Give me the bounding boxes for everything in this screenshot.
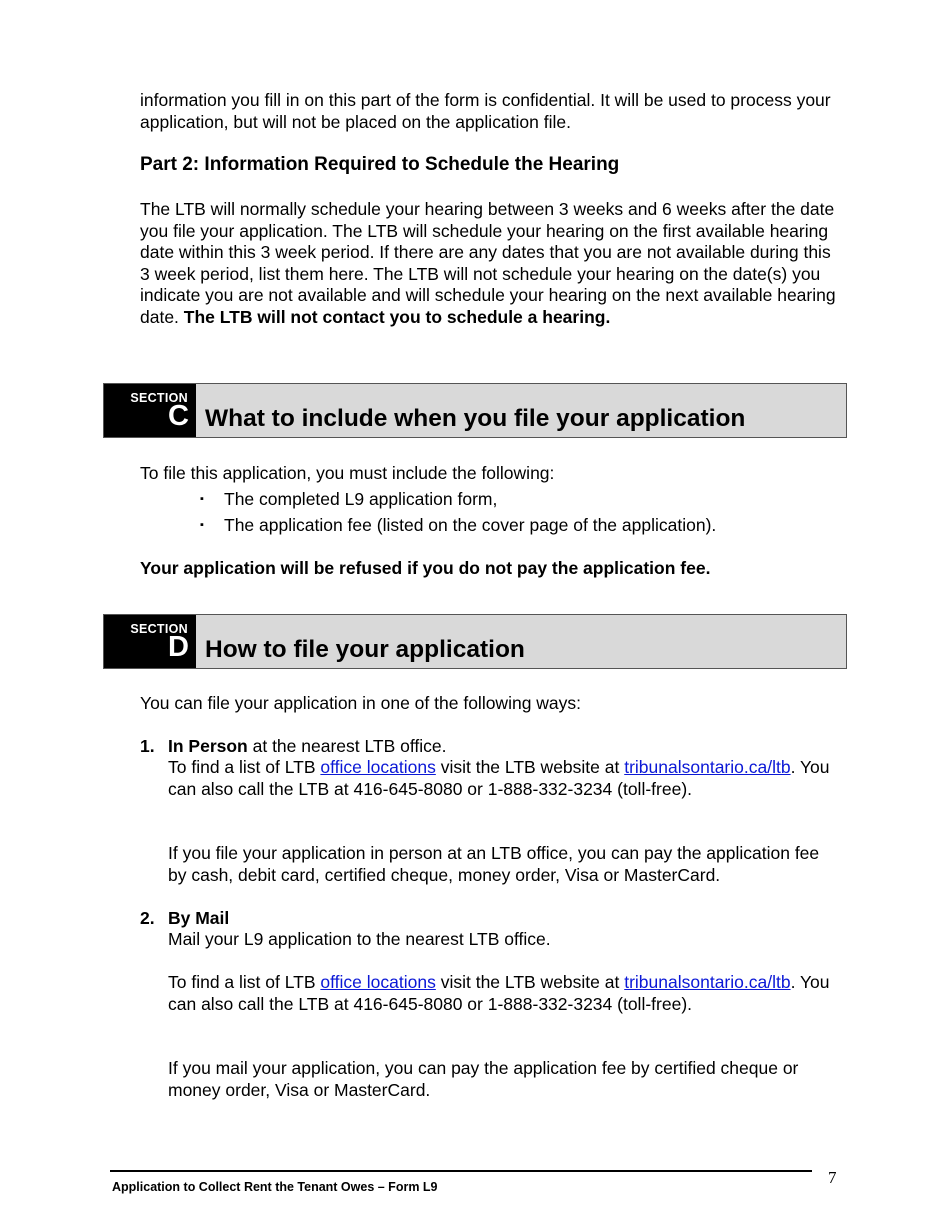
section-c-title: What to include when you file your application [205,405,746,432]
tribunals-website-link[interactable]: tribunalsontario.ca/ltb [624,757,791,777]
footer-title: Application to Collect Rent the Tenant Owes – Form L9 [112,1180,438,1194]
list-item-text: The completed L9 application form, [224,489,498,509]
section-c-letter: C [168,400,189,432]
item-1-find-paragraph [168,757,840,800]
item-1-label: In Person [168,736,248,756]
item-2-find-mid: visit the LTB website at [435,972,625,992]
part2-heading: Part 2: Information Required to Schedule the Hearing [140,154,620,175]
page-number: 7 [828,1168,837,1187]
section-c-badge [104,384,196,437]
office-locations-link[interactable]: office locations [320,757,436,777]
part2-bold-text: The LTB will not contact you to schedule a hearing. [183,306,611,327]
bullet-icon: ▪ [200,493,204,505]
section-c-word: SECTION [130,391,188,405]
item-2-line: Mail your L9 application to the nearest LTB office. [168,929,551,949]
section-d-header [103,614,847,669]
item-1-number: 1. [140,736,155,756]
bullet-icon: ▪ [200,519,204,531]
item-1-heading [168,736,840,758]
intro-paragraph: information you fill in on this part of the form is confidential. It will be used to process your application, but will not be placed on the application file. [140,90,831,132]
item-1-find-prefix: To find a list of LTB [168,757,321,777]
item-1-pay-paragraph: If you file your application in person at an LTB office, you can pay the application fee by cash, debit card, certified cheque, money order, Visa or MasterCard. [168,843,820,885]
item-1-label-rest: at the nearest LTB office. [247,736,447,756]
item-1-find-suffix: . You can also call the LTB at 416-645-8080 or 1-888-332-3234 (toll-free). [168,757,830,799]
item-2-label: By Mail [168,908,230,928]
list-item-text: The application fee (listed on the cover page of the application). [224,515,717,535]
section-c-intro: To file this application, you must include the following: [140,463,555,483]
item-2-find-prefix: To find a list of LTB [168,972,321,992]
item-1-find-mid: visit the LTB website at [435,757,625,777]
item-2-find-suffix: . You can also call the LTB at 416-645-8080 or 1-888-332-3234 (toll-free). [168,972,830,1014]
section-d-word: SECTION [130,622,188,636]
part2-paragraph [140,199,840,328]
item-2-pay-paragraph: If you mail your application, you can pay the application fee by certified cheque or money order, Visa or MasterCard. [168,1058,799,1100]
footer-divider [110,1170,812,1172]
tribunals-website-link[interactable]: tribunalsontario.ca/ltb [624,972,791,992]
section-c-header [103,383,847,438]
section-d-title: How to file your application [205,636,525,663]
item-2-find-paragraph [168,972,840,1015]
section-d-intro: You can file your application in one of the following ways: [140,693,582,713]
part2-text: The LTB will normally schedule your hearing between 3 weeks and 6 weeks after the date you file your application. The LTB will schedule your hearing on the first available hearing date within this 3 week period. If there are any dates that you are not available during this 3 week period, list them here. The LTB will not schedule your hearing on the date(s) you indicate you are not available and will schedule your hearing on the next available hearing date. [140,199,836,327]
section-d-badge [104,615,196,668]
section-c-warning: Your application will be refused if you do not pay the application fee. [140,558,711,578]
office-locations-link[interactable]: office locations [320,972,436,992]
section-d-letter: D [168,631,189,663]
item-2-number: 2. [140,908,155,928]
